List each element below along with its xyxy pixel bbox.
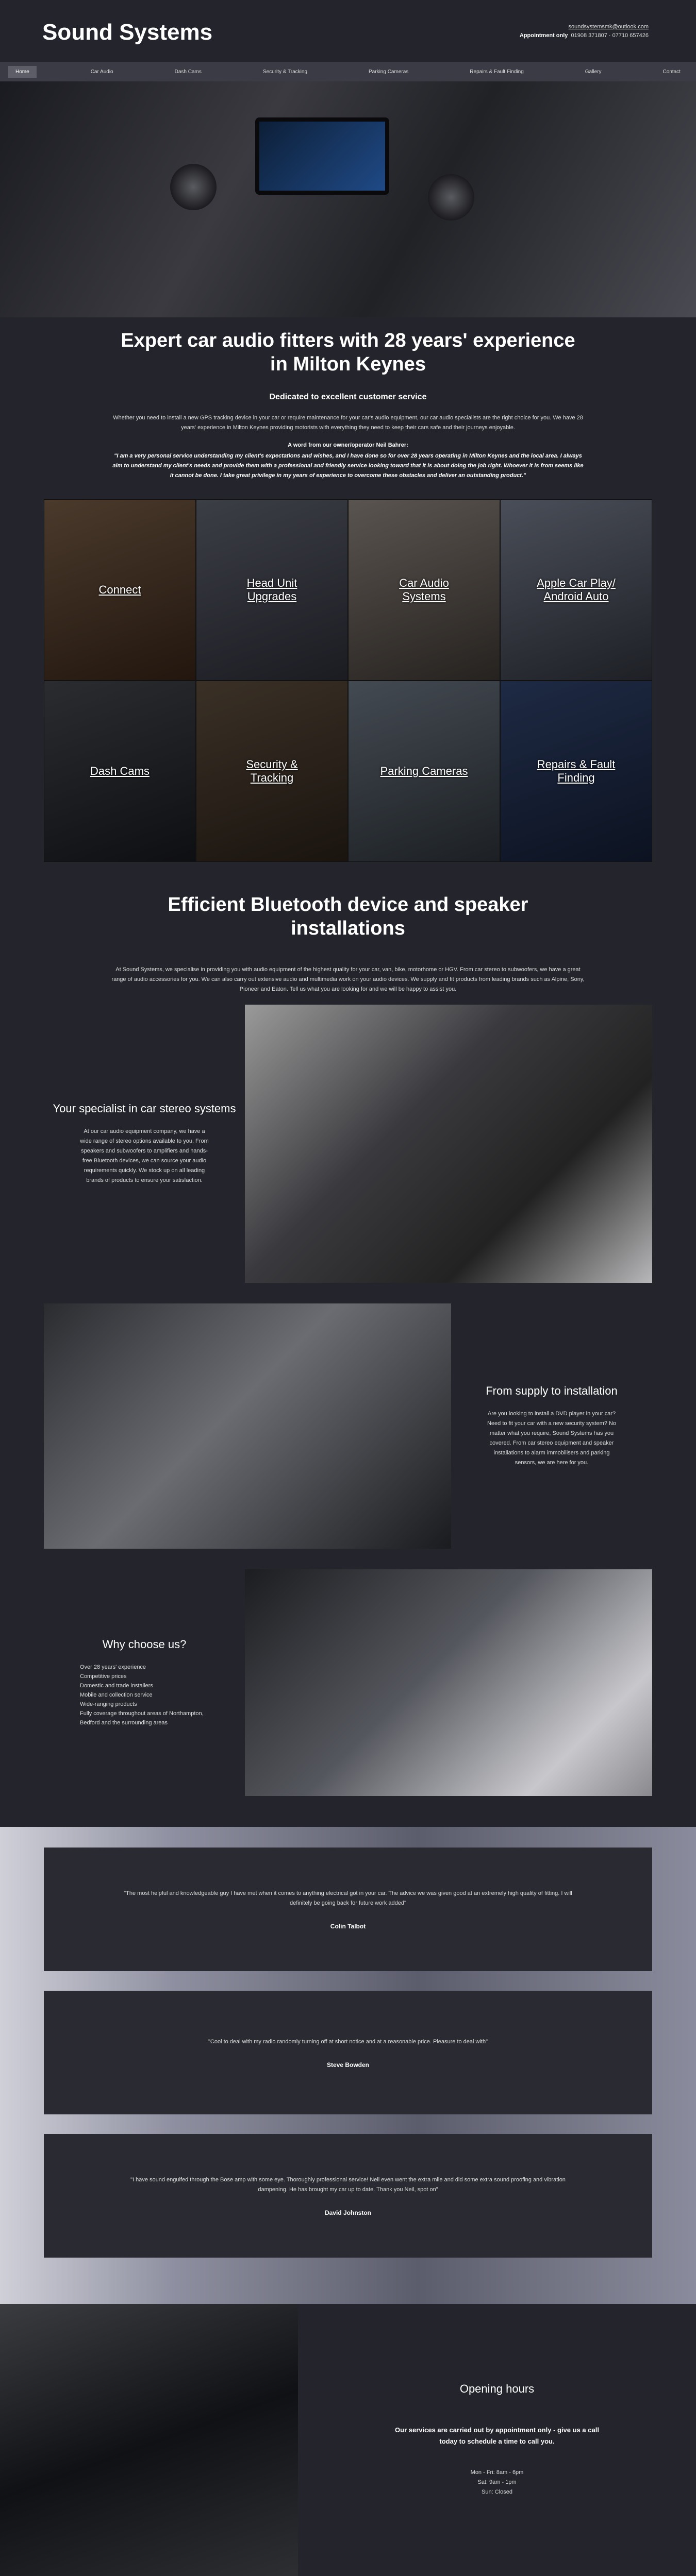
hours-line: Mon - Fri: 8am - 6pm bbox=[470, 2469, 524, 2476]
hero-dial-left bbox=[170, 164, 217, 210]
tile-apple-carplay[interactable] bbox=[500, 499, 652, 681]
why-list bbox=[80, 1663, 209, 1727]
appointment-label: Appointment only bbox=[519, 32, 568, 39]
header-phones[interactable]: 01908 371807 · 07710 657426 bbox=[571, 32, 649, 39]
tile-connect[interactable] bbox=[44, 499, 196, 681]
opening-hours-section bbox=[0, 2304, 696, 2576]
nav-repairs[interactable]: Repairs & Fault Finding bbox=[470, 69, 524, 75]
why-item: Competitive prices bbox=[80, 1673, 127, 1680]
hours-line: Sat: 9am - 1pm bbox=[477, 2479, 517, 2485]
boot-subwoofer-image bbox=[245, 1005, 652, 1283]
tile-label[interactable]: Repairs & Fault Finding bbox=[537, 758, 616, 784]
hero-dial-right bbox=[428, 174, 474, 221]
hours-note: Our services are carried out by appointment only - give us a call today to schedule a time to call you. bbox=[395, 2426, 599, 2445]
nav-security-tracking[interactable]: Security & Tracking bbox=[262, 69, 308, 75]
main-nav bbox=[0, 62, 696, 81]
tile-label[interactable]: Car Audio Systems bbox=[399, 577, 449, 603]
nav-home[interactable]: Home bbox=[8, 66, 37, 78]
bluetooth-paragraph: At Sound Systems, we specialise in providing you with audio equipment of the highest quality for your car, van, bike, motorhome or HGV. From car stereo to subwoofers, we have a great range of audio accessories for you. We can also carry out extensive audio and multimedia work on your audio devices. We supply and fit products from leading brands such as Alpine, Sony, Pioneer and Eaton. Tell us what you are looking for and we will be happy to assist you. bbox=[111, 967, 585, 992]
intro-section bbox=[0, 317, 696, 481]
why-text-block bbox=[44, 1638, 245, 1727]
specialist-text: At our car audio equipment company, we have a wide range of stereo options available to you. From speakers and subwoofers to amplifiers and hands-free Bluetooth devices, we can source your audio requirements quickly. We stock up on all leading brands of products to ensure your satisfaction. bbox=[80, 1128, 209, 1183]
tile-label[interactable]: Connect bbox=[98, 583, 141, 596]
header-email-link[interactable]: soundsystemsmk@outlook.com bbox=[568, 24, 649, 30]
site-header bbox=[0, 0, 696, 62]
why-item: Wide-ranging products bbox=[80, 1701, 137, 1707]
bluetooth-title: Efficient Bluetooth device and speaker installations bbox=[168, 894, 528, 939]
porsche-interior-image bbox=[245, 1569, 652, 1796]
testimonial-card bbox=[44, 1848, 652, 1971]
hero-head-unit-screen bbox=[255, 117, 389, 195]
tile-head-unit-upgrades[interactable] bbox=[196, 499, 348, 681]
hero-image bbox=[0, 81, 696, 317]
why-item: Over 28 years' experience bbox=[80, 1664, 146, 1670]
owner-quote: "I am a very personal service understanding my client's expectations and wishes, and I have done so for over 28 years operating in Milton Keynes and the local area. I always aim to understand my client's needs and provide them with a professional and friendly service looking toward that it is about doing the job right. Whoever it is from seems like it cannot be done. I take great privilege in my years of experience to overcome these obstacles and deliver an outstanding product." bbox=[112, 453, 584, 479]
hours-times bbox=[298, 2468, 696, 2497]
supply-row bbox=[44, 1303, 652, 1549]
specialist-title: Your specialist in car stereo systems bbox=[53, 1102, 236, 1115]
tile-repairs[interactable] bbox=[500, 681, 652, 862]
why-title: Why choose us? bbox=[102, 1638, 187, 1651]
owner-quote-intro: A word from our owner/operator Neil Bahrer: bbox=[288, 442, 408, 448]
testimonial-text: "Cool to deal with my radio randomly turning off at short notice and at a reasonable price. Pleasure to deal with" bbox=[208, 2038, 488, 2045]
testimonial-author: David Johnston bbox=[324, 2209, 371, 2216]
supply-text-block bbox=[451, 1384, 652, 1468]
bluetooth-section bbox=[0, 862, 696, 994]
dashboard-stereo-image bbox=[44, 1303, 451, 1549]
tile-label[interactable]: Head Unit Upgrades bbox=[246, 577, 297, 603]
testimonial-author: Colin Talbot bbox=[330, 1923, 366, 1930]
specialist-row bbox=[44, 1005, 652, 1283]
tile-label[interactable]: Parking Cameras bbox=[380, 765, 468, 777]
tile-dash-cams[interactable] bbox=[44, 681, 196, 862]
nav-dash-cams[interactable]: Dash Cams bbox=[174, 69, 202, 75]
tile-label[interactable]: Dash Cams bbox=[90, 765, 150, 777]
why-item: Fully coverage throughout areas of Northampton, Bedford and the surrounding areas bbox=[80, 1710, 204, 1726]
tile-security-tracking[interactable] bbox=[196, 681, 348, 862]
why-item: Mobile and collection service bbox=[80, 1692, 153, 1698]
testimonial-text: "I have sound engulfed through the Bose amp with some eye. Thoroughly professional service! Neil even went the extra mile and did some extra sound proofing and vibration dampening. He has brought my car up to date. Thank you Neil, spot on" bbox=[130, 2177, 566, 2193]
testimonial-card bbox=[44, 1991, 652, 2114]
intro-paragraph: Whether you need to install a new GPS tracking device in your car or require maintenance for your car's audio equipment, our car audio specialists are the right choice for you. We have 28 years' experience in Milton Keynes providing motorists with everything they need to keep their cars safe and their journeys enjoyable. bbox=[113, 415, 583, 431]
site-logo[interactable]: Sound Systems bbox=[42, 20, 213, 45]
testimonial-text: "The most helpful and knowledgeable guy I have met when it comes to anything electrical got in your car. The advice we was given good at an extremely high quality of fitting. I will definitely be going back for future work added" bbox=[124, 1890, 572, 1906]
why-row bbox=[44, 1569, 652, 1796]
nav-parking-cameras[interactable]: Parking Cameras bbox=[369, 69, 409, 75]
hours-text-block bbox=[298, 2304, 696, 2576]
service-tiles bbox=[44, 499, 652, 862]
tile-label[interactable]: Apple Car Play/ Android Auto bbox=[537, 577, 616, 603]
testimonials-section bbox=[0, 1827, 696, 2304]
hours-title: Opening hours bbox=[459, 2382, 535, 2395]
specialist-text-block bbox=[44, 1102, 245, 1185]
tile-car-audio-systems[interactable] bbox=[348, 499, 500, 681]
nav-gallery[interactable]: Gallery bbox=[585, 69, 602, 75]
nav-car-audio[interactable]: Car Audio bbox=[90, 69, 113, 75]
header-contact bbox=[520, 23, 649, 40]
supply-text: Are you looking to install a DVD player in your car? Need to fit your car with a new security system? No matter what you require, Sound Systems has you covered. From car stereo equipment and speaker installations to alarm immobilisers and parking sensors, we are here for you. bbox=[487, 1411, 617, 1466]
supply-title: From supply to installation bbox=[486, 1384, 618, 1397]
nav-contact[interactable]: Contact bbox=[662, 69, 681, 75]
testimonial-author: Steve Bowden bbox=[326, 2061, 370, 2069]
testimonial-card bbox=[44, 2134, 652, 2258]
intro-title: Expert car audio fitters with 28 years' experience in Milton Keynes bbox=[121, 330, 575, 375]
car-seats-image bbox=[0, 2304, 298, 2576]
hours-line: Sun: Closed bbox=[482, 2489, 512, 2495]
tile-label[interactable]: Security & Tracking bbox=[246, 758, 298, 784]
tile-parking-cameras[interactable] bbox=[348, 681, 500, 862]
intro-subtitle: Dedicated to excellent customer service bbox=[269, 393, 427, 401]
why-item: Domestic and trade installers bbox=[80, 1683, 153, 1689]
